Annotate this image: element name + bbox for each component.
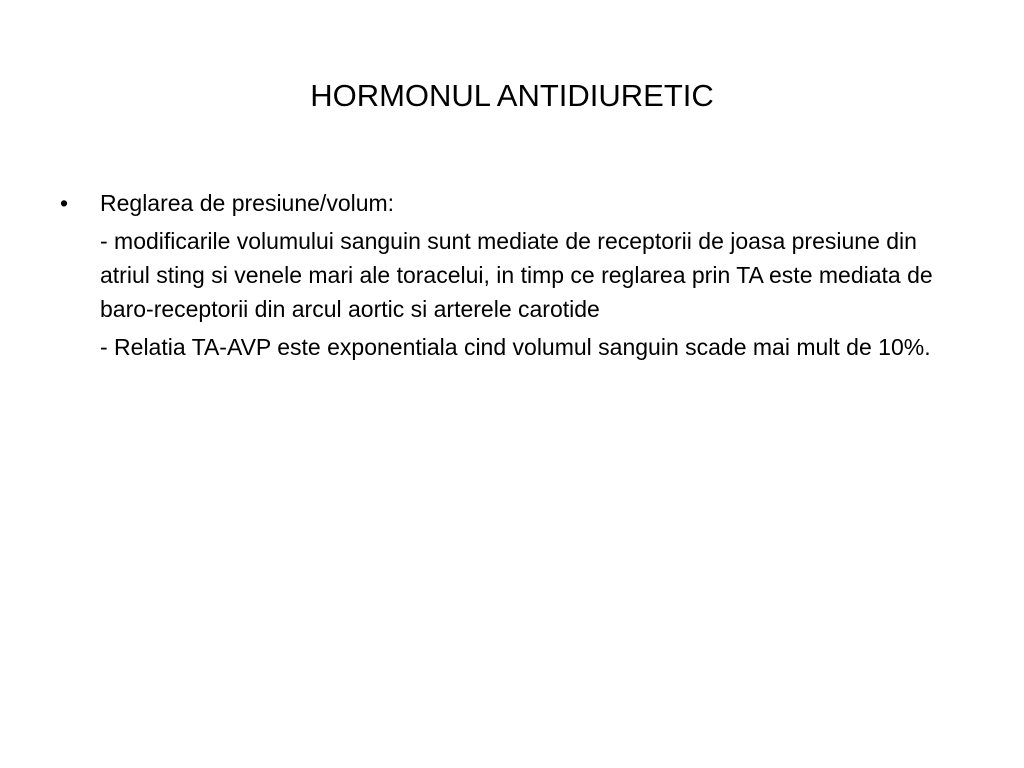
slide-title: HORMONUL ANTIDIURETIC	[310, 78, 714, 113]
bullet-icon: •	[60, 190, 69, 216]
bullet-text: Reglarea de presiune/volum:	[100, 190, 395, 216]
bullet-item	[60, 186, 970, 220]
paragraph-ta-avp-relation: - Relatia TA-AVP este exponentiala cind volumul sanguin scade mai mult de 10%.	[100, 334, 931, 360]
slide-body	[60, 186, 970, 368]
paragraph-volume-receptors: - modificarile volumului sanguin sunt mediate de receptorii de joasa presiune din atriul sting si venele mari ale toracelui, in timp ce reglarea prin TA este mediata de baro-receptorii din arcul aortic si arterele carotide	[100, 228, 933, 322]
